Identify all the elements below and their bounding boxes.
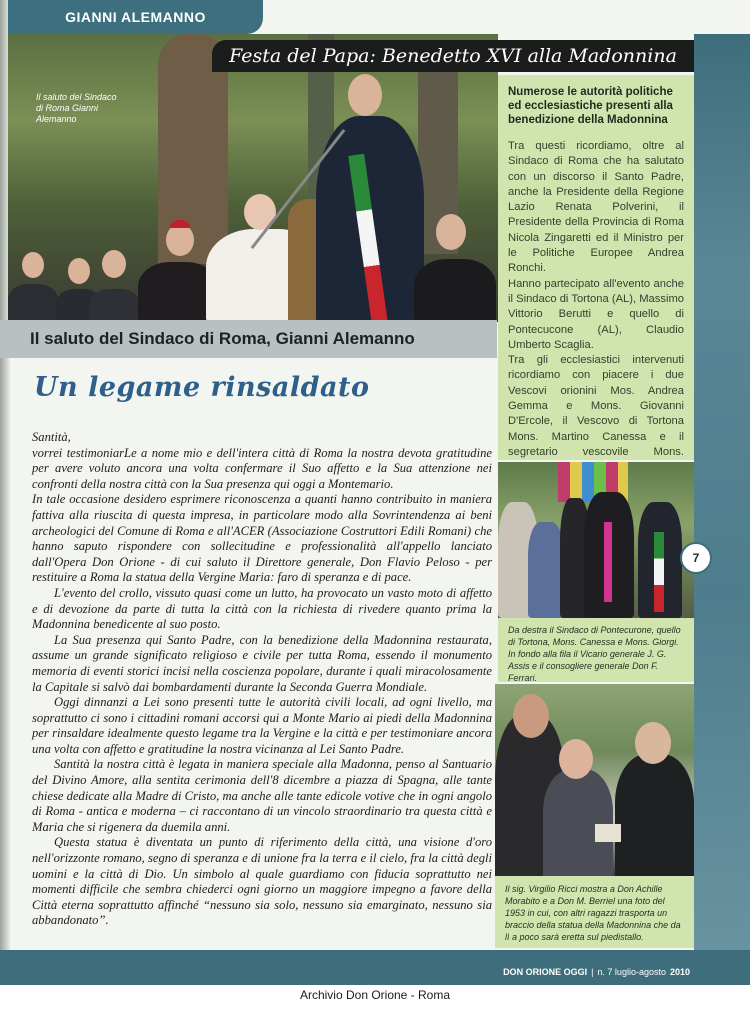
- article-paragraph: Questa statua è diventata un punto di riferimento della città, una visione d'oro nell'orizzonte romano, segno di speranza e di unione fra la terra e il cielo, fra la città degli uomini e la città di Dio. Un simbolo al quale guardiamo con fiducia soprattutto nei momenti difficile che sembra chiederci ogni giorno un maggiore impegno a favore della Città eterna soprattutto affinché “nessuno sia solo, nessuno sia emarginato, nessuno sia abbandonato”.: [32, 835, 492, 928]
- article-body: [32, 430, 492, 929]
- archive-label: Archivio Don Orione - Roma: [299, 988, 451, 1002]
- article-title: Un legame rinsaldato: [34, 372, 370, 403]
- issue-info: n. 7 luglio-agosto: [597, 967, 666, 977]
- sidebar-heading: Numerose le autorità politiche ed ecclesiastiche presenti alla benedizione della Madonnina: [508, 86, 673, 126]
- old-photo-caption: Il sig. Virgilio Ricci mostra a Don Achille Morabito e a Don M. Berriel una foto del 1953 in cui, con altri ragazzi trasporta un braccio della statua della Madonnina che da lì a poco sarà eretta sul piedistallo.: [495, 876, 694, 948]
- page-number: 7: [680, 542, 712, 574]
- old-photo-scene: [495, 684, 694, 876]
- group-photo: [498, 462, 694, 618]
- article-paragraph: vorrei testimoniarLe a nome mio e dell'intera città di Roma la nostra devota gratitudine per avere voluto ancora una volta confermare il Suo affetto e la Sua attenzione nei confronti della nostra città con la Sua presenza qui oggi a Montemario.: [32, 445, 492, 491]
- article-paragraph: Santità,: [32, 430, 71, 444]
- article-paragraph: L'evento del crollo, vissuto quasi come un lutto, ha provocato un vasto moto di affetto e di devozione da parte di tutta la città con la richiesta di rivedere quanto prima la Madonnina benedicente al suo posto.: [32, 585, 492, 632]
- author-tab: GIANNI ALEMANNO: [8, 0, 263, 34]
- sidebar-paragraph: Tra gli ecclesiastici intervenuti ricordiamo con piacere i due Vescovi orionini Mos. Andrea Gemma e Mons. Giovanni D'Ercole, il Vescovo di Tortona Mons. Martino Canessa e il segretario vescovile Mons.: [508, 354, 684, 458]
- article-paragraph: Santità la nostra città è legata in maniera speciale alla Madonna, penso al Santuario del Divino Amore, alla sentita cerimonia dell'8 dicembre a piazza di Spagna, alle tante chiese dedicate alla Madre di Cristo, ma anche alle tante edicole votive che in ogni angolo di Roma - antica e moderna – ci raccontano di un vincolo straordinario tra questa città e Maria che si rigenera da duemila anni.: [32, 757, 492, 834]
- article-paragraph: Oggi dinnanzi a Lei sono presenti tutte le autorità civili locali, ad ogni livello, ma soprattutto ci sono i cittadini romani accorsi qui a Monte Mario ai piedi della Madonnina per rinsaldare idealmente questo legame tra la Vergine e la città e per testimoniare ancora una volta con affetto e gratitudine la nostra vicinanza al Lei Santo Padre.: [32, 695, 492, 756]
- article-paragraph: La Sua presenza qui Santo Padre, con la benedizione della Madonnina restaurata, assume un grande significato religioso e civile per tutta Roma, essendo il monumento memoria di eventi storici incisi nella coscienza popolare, durante i quali miracolosamente la Capitale si salvò dai bombardamenti durante la Seconda Guerra Mondiale.: [32, 632, 492, 694]
- footer-publication: [503, 967, 690, 977]
- sidebar-box: [498, 75, 694, 460]
- issue-year: 2010: [669, 967, 690, 977]
- article-paragraph: In tale occasione desidero esprimere riconoscenza a quanti hanno contribuito in maniera fattiva alla riuscita di questa impresa, in particolare modo alla Sovrintendenza ai beni archeologici del Comune di Roma e all'ACER (Associazione Costruttori Edili Romani) che hanno saputo rispondere con sollecitudine e professionalità all'appello lanciato dall'Opera Don Orione - di cui saluto il Direttore generale, Don Flavio Peloso - per restituire a Roma la statua della Vergine Maria: faro di speranza e di pace.: [32, 492, 492, 585]
- event-banner: Festa del Papa: Benedetto XVI alla Madonnina: [212, 40, 694, 72]
- page-footer: [0, 950, 750, 985]
- main-photo: [8, 34, 498, 322]
- sidebar-paragraph: Hanno partecipato all'evento anche il Sindaco di Tortona (AL), Massimo Vittorio Berutti e quello di Pontecucone (AL), Claudio Umberto Scaglia.: [508, 277, 684, 351]
- photo-subtitle: Il saluto del Sindaco di Roma, Gianni Alemanno: [0, 320, 497, 358]
- sidebar-paragraph: Tra questi ricordiamo, oltre al Sindaco di Roma che ha salutato con un discorso il Santo Padre, anche la Presidente della Regione Lazio Renata Polverini, il Presidente della Provincia di Roma Nicola Zingaretti ed il Ministro per le Politiche Europee Andrea Ronchi.: [508, 140, 684, 275]
- footer-divider: |: [591, 967, 594, 977]
- main-photo-caption: Il saluto del Sindaco di Roma Gianni Alemanno: [36, 92, 117, 124]
- group-photo-caption: Da destra il Sindaco di Pontecurone, quello di Tortona, Mons. Canessa e Mons. Giorgi. In fondo alla fila il Vicario generale J. G. Assis e il consogliere generale Don F. Ferrari.: [498, 618, 694, 682]
- magazine-name: DON ORIONE OGGI: [503, 967, 588, 977]
- side-decoration: [694, 34, 750, 974]
